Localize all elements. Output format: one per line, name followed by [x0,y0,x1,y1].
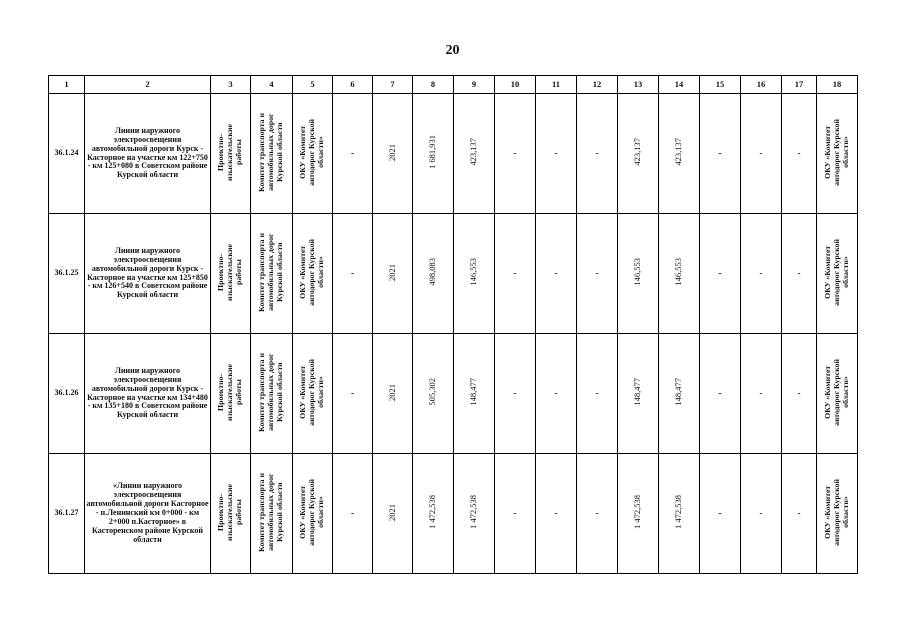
row-code: 36.1.24 [49,94,85,214]
row-work-type-line: работы [233,379,243,405]
row-col9 [454,214,495,334]
row-col14-value: 1 472,538 [673,495,684,530]
row-total [413,334,454,454]
row-col12-value: - [595,508,599,519]
row-col15-value: - [718,148,722,159]
header-row [49,76,858,94]
row-col17 [782,214,817,334]
row-year-value: 2021 [386,503,397,521]
row-col14-value: 423,137 [673,138,684,166]
row-object-name: «Линии наружного электроосвещения автомобильной дороги Касторное - п.Ленинский км 0+000 - км 2+000 п.Касторное» в Касторенском районе Курской области [85,454,211,574]
row-col6 [333,454,373,574]
row-col10 [495,94,536,214]
row-customer-line: автомобильных дорог [266,353,276,431]
row-col14 [659,334,700,454]
row-col9-value: 423,137 [468,138,479,166]
table-row [49,214,858,334]
row-col18 [817,334,858,454]
row-col18 [817,454,858,574]
row-col10-value: - [513,508,517,519]
row-col12 [577,454,618,574]
column-header-7: 7 [373,76,413,94]
column-header-16: 16 [741,76,782,94]
row-col10 [495,214,536,334]
row-object-name: Линии наружного электроосвещения автомобильной дороги Курск - Касторное на участке км 122+750 - км 125+080 в Советском районе Курской области [85,94,211,214]
column-header-6: 6 [333,76,373,94]
row-col9 [454,334,495,454]
column-header-8: 8 [413,76,454,94]
row-col18-line: области» [840,256,850,288]
row-year-value: 2021 [386,263,397,281]
row-col11-value: - [554,268,558,279]
table-row [49,334,858,454]
row-col12 [577,94,618,214]
row-col14-value: 146,553 [673,258,684,286]
row-col14 [659,454,700,574]
row-total [413,454,454,574]
row-col10 [495,334,536,454]
row-col13-value: 146,553 [632,258,643,286]
row-customer-line: автомобильных дорог [266,113,276,191]
row-col18-line: автодорог Курской [831,358,841,426]
row-col16-value: - [759,268,763,279]
row-total-value: 505,302 [427,378,438,406]
row-col14 [659,94,700,214]
row-col6-value: - [351,508,354,519]
row-col16-value: - [759,508,763,519]
row-col16 [741,94,782,214]
row-col10-value: - [513,148,517,159]
row-total [413,214,454,334]
row-object-name: Линии наружного электроосвещения автомобильной дороги Курск - Касторное на участке км 125+850 - км 126+540 в Советском районе Курской области [85,214,211,334]
row-customer [251,94,293,214]
column-header-3: 3 [211,76,251,94]
row-work-type-line: изыскательские [225,123,235,181]
row-col10 [495,454,536,574]
row-code: 36.1.26 [49,334,85,454]
column-header-13: 13 [618,76,659,94]
row-work-type [211,454,251,574]
row-executor-line: автодорог Курской [307,118,317,186]
row-col18-text [824,119,851,186]
row-col16-value: - [759,148,763,159]
row-col17 [782,94,817,214]
row-executor [293,334,333,454]
row-col18-line: автодорог Курской [831,238,841,306]
row-col13 [618,334,659,454]
row-col6-value: - [351,268,354,279]
row-col10-value: - [513,388,517,399]
program-table [48,75,858,574]
row-col17-value: - [797,508,801,519]
row-col13-value: 148,477 [632,378,643,406]
row-work-type-line: Проектно- [216,133,226,171]
row-col14 [659,214,700,334]
row-work-type-line: работы [233,499,243,525]
row-col13 [618,454,659,574]
column-header-1: 1 [49,76,85,94]
row-customer-text [258,353,285,432]
row-col12 [577,334,618,454]
row-work-type-line: Проектно- [216,493,226,531]
page-number: 20 [445,43,460,58]
column-header-11: 11 [536,76,577,94]
row-executor-line: автодорог Курской [307,478,317,546]
row-customer [251,454,293,574]
row-col17 [782,334,817,454]
row-col15-value: - [718,388,722,399]
row-work-type-line: работы [233,139,243,165]
row-code: 36.1.25 [49,214,85,334]
row-executor-line: области» [315,136,325,168]
row-customer-line: автомобильных дорог [266,473,276,551]
row-col12-value: - [595,388,599,399]
row-col10-value: - [513,268,517,279]
row-work-type-text [217,124,244,181]
table-row [49,454,858,574]
column-header-15: 15 [700,76,741,94]
row-col11-value: - [554,148,558,159]
row-customer [251,334,293,454]
row-col6-value: - [351,148,354,159]
row-col13-value: 423,137 [632,138,643,166]
row-customer-line: Курской области [274,242,284,302]
row-col6 [333,94,373,214]
row-col15 [700,94,741,214]
row-executor-line: автодорог Курской [307,358,317,426]
row-col9-value: 1 472,538 [468,495,479,530]
row-col15 [700,334,741,454]
row-executor-text [299,239,326,306]
row-year-value: 2021 [386,143,397,161]
row-executor [293,454,333,574]
row-col11-value: - [554,388,558,399]
row-executor-text [299,119,326,186]
row-col16 [741,214,782,334]
row-work-type-line: Проектно- [216,253,226,291]
row-col18-line: ОКУ «Комитет [822,125,832,179]
row-year [373,94,413,214]
row-work-type-line: Проектно- [216,373,226,411]
row-customer-line: Комитет транспорта и [257,352,267,432]
row-customer-line: Курской области [274,362,284,422]
row-col18-text [824,479,851,546]
column-header-4: 4 [251,76,293,94]
row-executor-line: ОКУ «Комитет [298,125,308,179]
row-col18 [817,94,858,214]
row-executor-line: ОКУ «Комитет [298,485,308,539]
row-total-value: 1 472,538 [427,495,438,530]
row-executor [293,94,333,214]
row-col12-value: - [595,148,599,159]
row-customer-line: Комитет транспорта и [257,232,267,312]
row-col6 [333,334,373,454]
row-customer-text [258,233,285,312]
row-col18-line: ОКУ «Комитет [822,365,832,419]
row-customer-line: Комитет транспорта и [257,112,267,192]
row-col18-text [824,239,851,306]
column-header-5: 5 [293,76,333,94]
row-customer-line: Комитет транспорта и [257,472,267,552]
row-work-type-line: работы [233,259,243,285]
row-executor-text [299,359,326,426]
row-col16 [741,334,782,454]
row-col11 [536,94,577,214]
row-customer-line: автомобильных дорог [266,233,276,311]
row-col16 [741,454,782,574]
row-col12 [577,214,618,334]
row-col11 [536,454,577,574]
column-header-2: 2 [85,76,211,94]
column-header-12: 12 [577,76,618,94]
row-year [373,214,413,334]
row-object-name: Линии наружного электроосвещения автомобильной дороги Курск - Касторное на участке км 134+480 - км 135+180 в Советском районе Курской области [85,334,211,454]
row-year [373,334,413,454]
row-customer-line: Курской области [274,122,284,182]
row-col11-value: - [554,508,558,519]
row-year-value: 2021 [386,383,397,401]
row-customer-text [258,473,285,552]
row-col15 [700,214,741,334]
row-work-type-text [217,484,244,541]
row-col6 [333,214,373,334]
row-col17-value: - [797,268,801,279]
row-work-type-line: изыскательские [225,483,235,541]
row-col15-value: - [718,268,722,279]
row-col18-line: ОКУ «Комитет [822,245,832,299]
row-executor-line: области» [315,256,325,288]
column-header-17: 17 [782,76,817,94]
row-work-type-line: изыскательские [225,363,235,421]
row-col13 [618,94,659,214]
row-executor-line: ОКУ «Комитет [298,245,308,299]
row-col17-value: - [797,388,801,399]
row-col9 [454,94,495,214]
row-total-value: 498,083 [427,258,438,286]
row-work-type-text [217,364,244,421]
row-executor [293,214,333,334]
row-col12-value: - [595,268,599,279]
row-work-type [211,94,251,214]
row-col9 [454,454,495,574]
row-col17-value: - [797,148,801,159]
row-executor-line: области» [315,376,325,408]
row-col18-line: области» [840,496,850,528]
row-col17 [782,454,817,574]
row-col9-value: 148,477 [468,378,479,406]
row-total-value: 1 681,931 [427,135,438,170]
row-col16-value: - [759,388,763,399]
row-work-type [211,334,251,454]
row-col15-value: - [718,508,722,519]
row-executor-line: автодорог Курской [307,238,317,306]
row-col15 [700,454,741,574]
row-col18 [817,214,858,334]
row-customer [251,214,293,334]
row-work-type-line: изыскательские [225,243,235,301]
column-header-10: 10 [495,76,536,94]
row-code: 36.1.27 [49,454,85,574]
table-row [49,94,858,214]
row-total [413,94,454,214]
column-header-18: 18 [817,76,858,94]
column-header-9: 9 [454,76,495,94]
row-col11 [536,334,577,454]
row-customer-text [258,113,285,192]
row-executor-line: ОКУ «Комитет [298,365,308,419]
column-header-14: 14 [659,76,700,94]
row-work-type-text [217,244,244,301]
row-executor-line: области» [315,496,325,528]
row-col18-line: автодорог Курской [831,478,841,546]
row-col18-line: автодорог Курской [831,118,841,186]
row-col18-line: области» [840,136,850,168]
row-col13-value: 1 472,538 [632,495,643,530]
row-executor-text [299,479,326,546]
row-col11 [536,214,577,334]
row-col14-value: 148,477 [673,378,684,406]
row-year [373,454,413,574]
row-customer-line: Курской области [274,482,284,542]
row-col18-text [824,359,851,426]
row-col13 [618,214,659,334]
row-col18-line: области» [840,376,850,408]
row-col9-value: 146,553 [468,258,479,286]
row-work-type [211,214,251,334]
row-col6-value: - [351,388,354,399]
row-col18-line: ОКУ «Комитет [822,485,832,539]
